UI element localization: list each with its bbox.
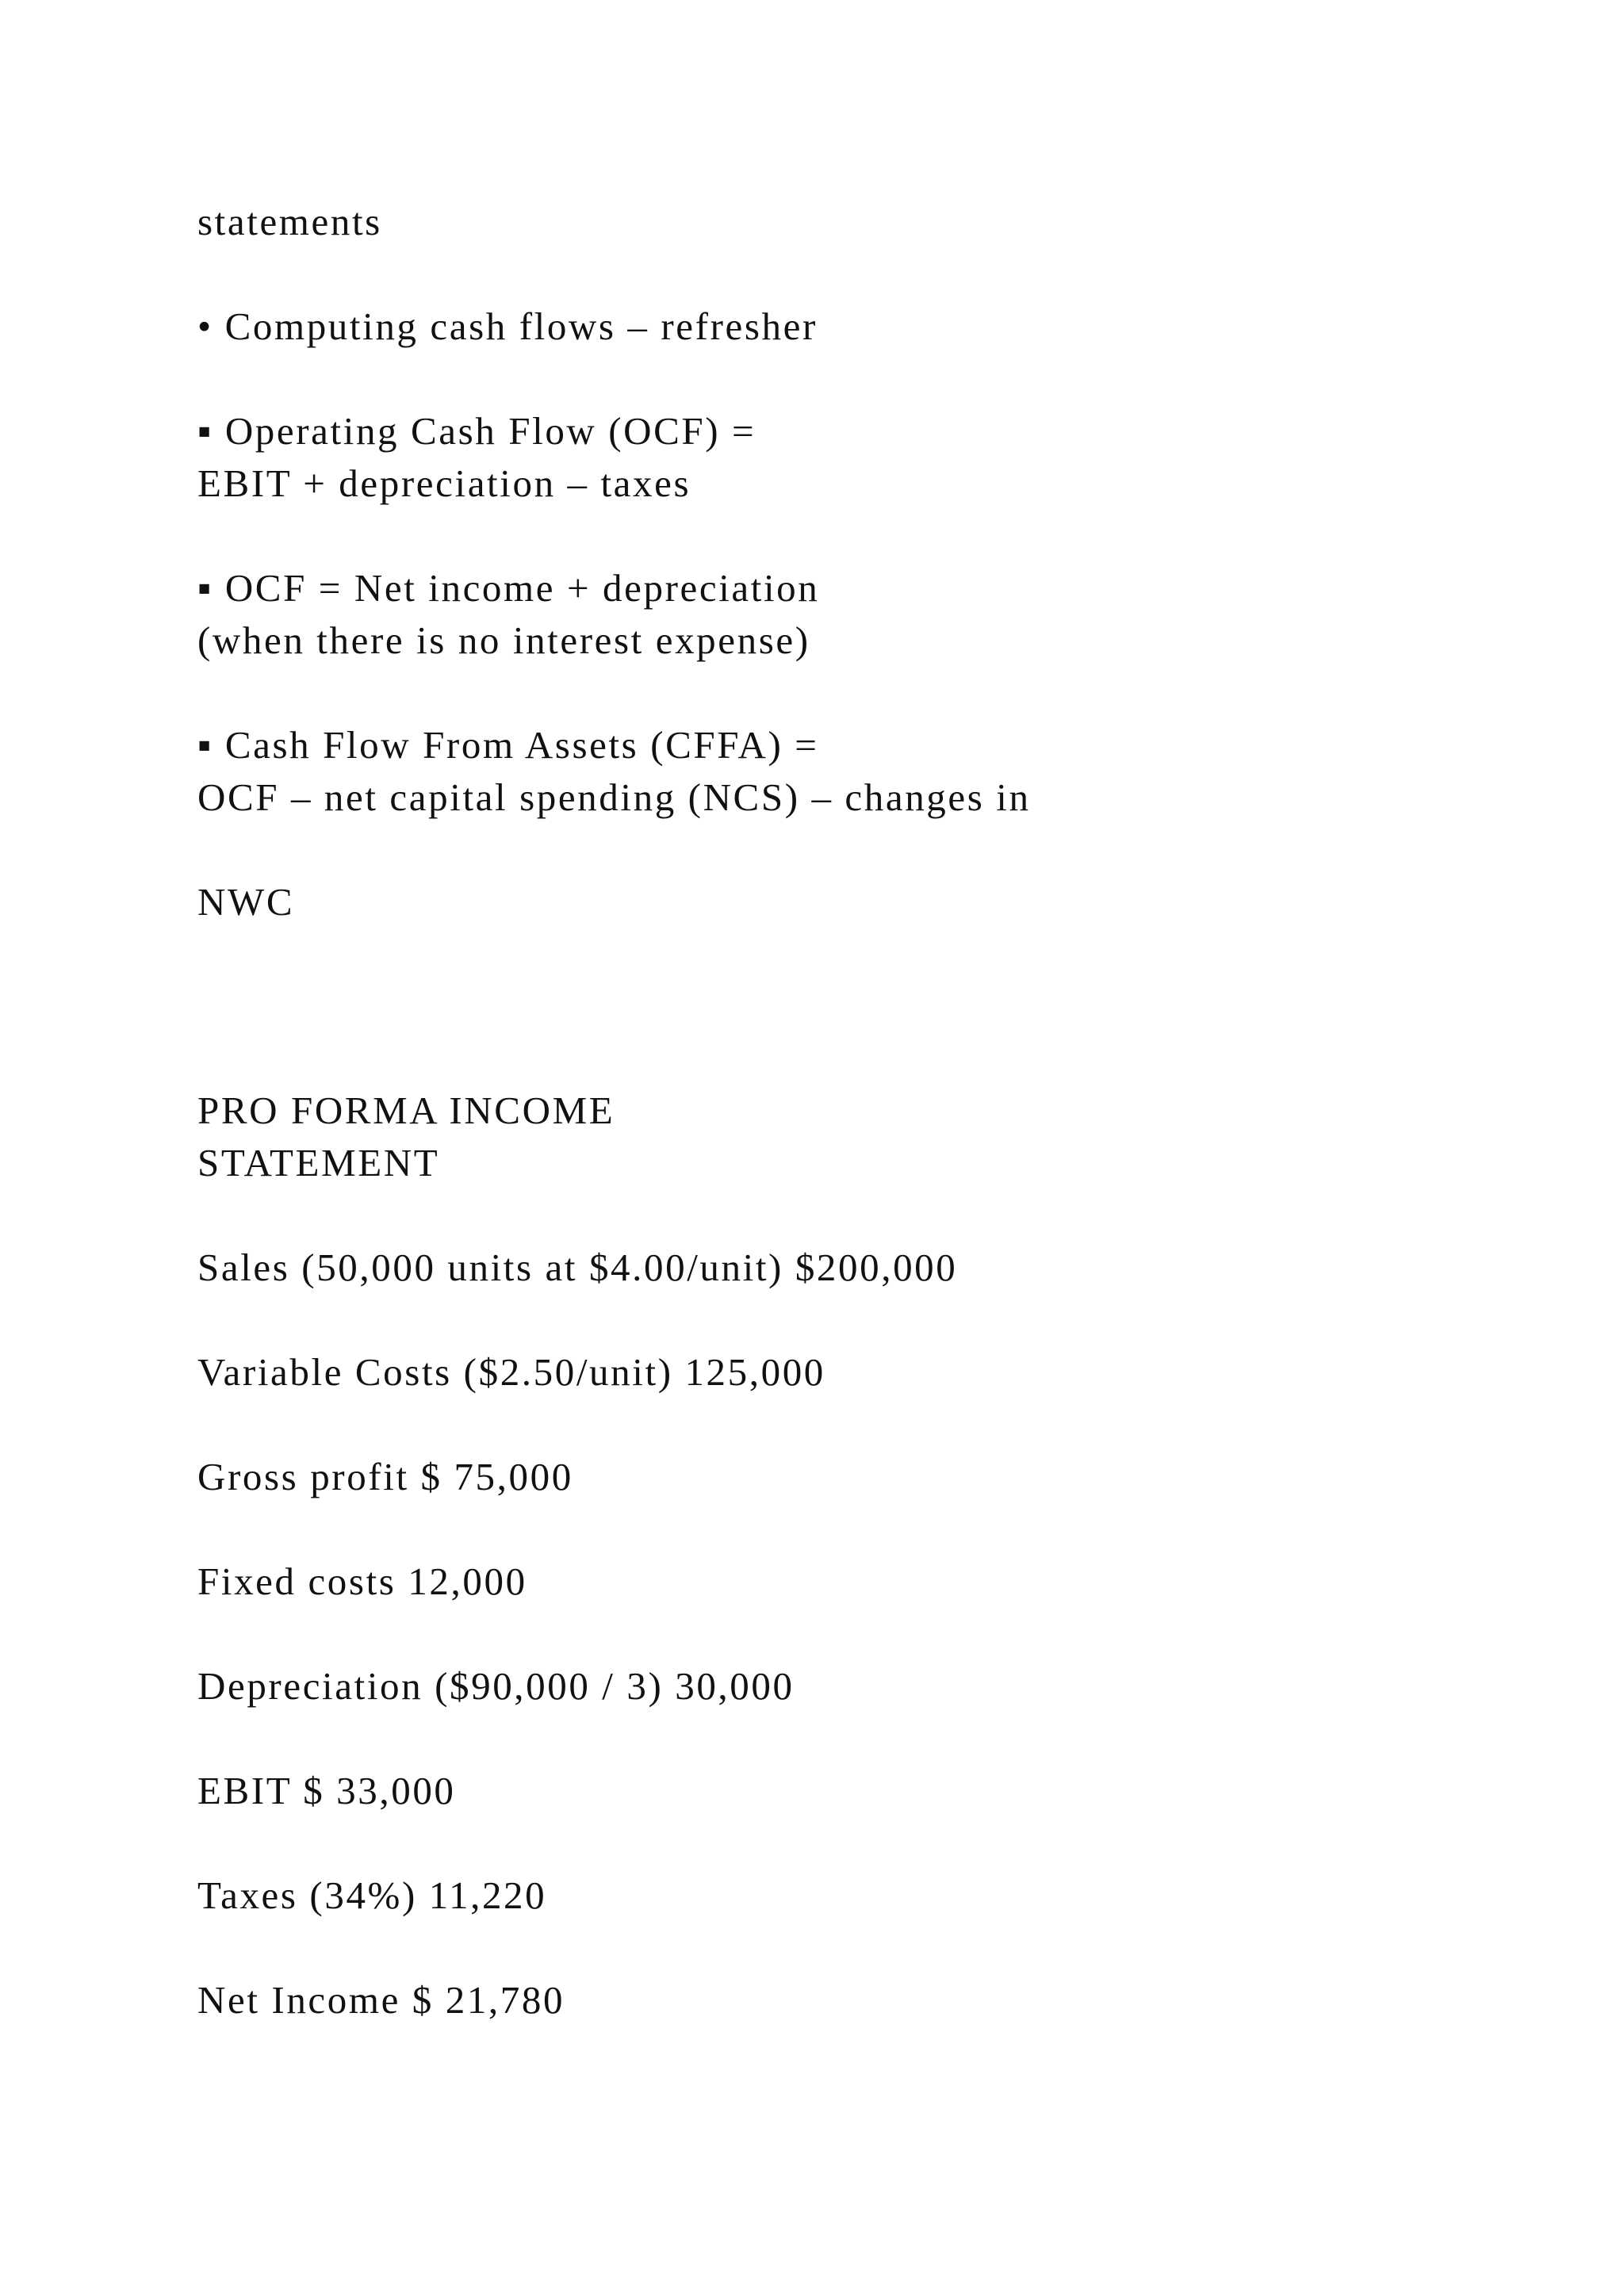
income-line-variable-costs: Variable Costs ($2.50/unit) 125,000 — [197, 1350, 825, 1394]
income-line-fixed-costs: Fixed costs 12,000 — [197, 1559, 527, 1603]
income-line-sales: Sales (50,000 units at $4.00/unit) $200,000 — [197, 1246, 958, 1289]
text-line-cffa-formula: OCF – net capital spending (NCS) – changes in — [197, 775, 1031, 819]
income-line-taxes: Taxes (34%) 11,220 — [197, 1873, 547, 1917]
income-line-gross-profit: Gross profit $ 75,000 — [197, 1455, 573, 1498]
income-line-net-income: Net Income $ 21,780 — [197, 1978, 565, 2022]
section-heading-statement: STATEMENT — [197, 1141, 440, 1184]
text-line-nwc: NWC — [197, 880, 295, 924]
income-line-ebit: EBIT $ 33,000 — [197, 1769, 456, 1812]
bullet-cash-flow-from-assets: ▪ Cash Flow From Assets (CFFA) = — [197, 723, 819, 767]
bullet-operating-cash-flow: ▪ Operating Cash Flow (OCF) = — [197, 409, 756, 453]
text-line-statements: statements — [197, 200, 382, 243]
section-heading-pro-forma: PRO FORMA INCOME — [197, 1089, 615, 1132]
bullet-ocf-net-income: ▪ OCF = Net income + depreciation — [197, 566, 820, 610]
text-line-ocf-formula: EBIT + depreciation – taxes — [197, 461, 691, 505]
income-line-depreciation: Depreciation ($90,000 / 3) 30,000 — [197, 1664, 795, 1708]
bullet-computing-cash-flows: • Computing cash flows – refresher — [197, 304, 818, 348]
text-line-no-interest: (when there is no interest expense) — [197, 618, 810, 662]
